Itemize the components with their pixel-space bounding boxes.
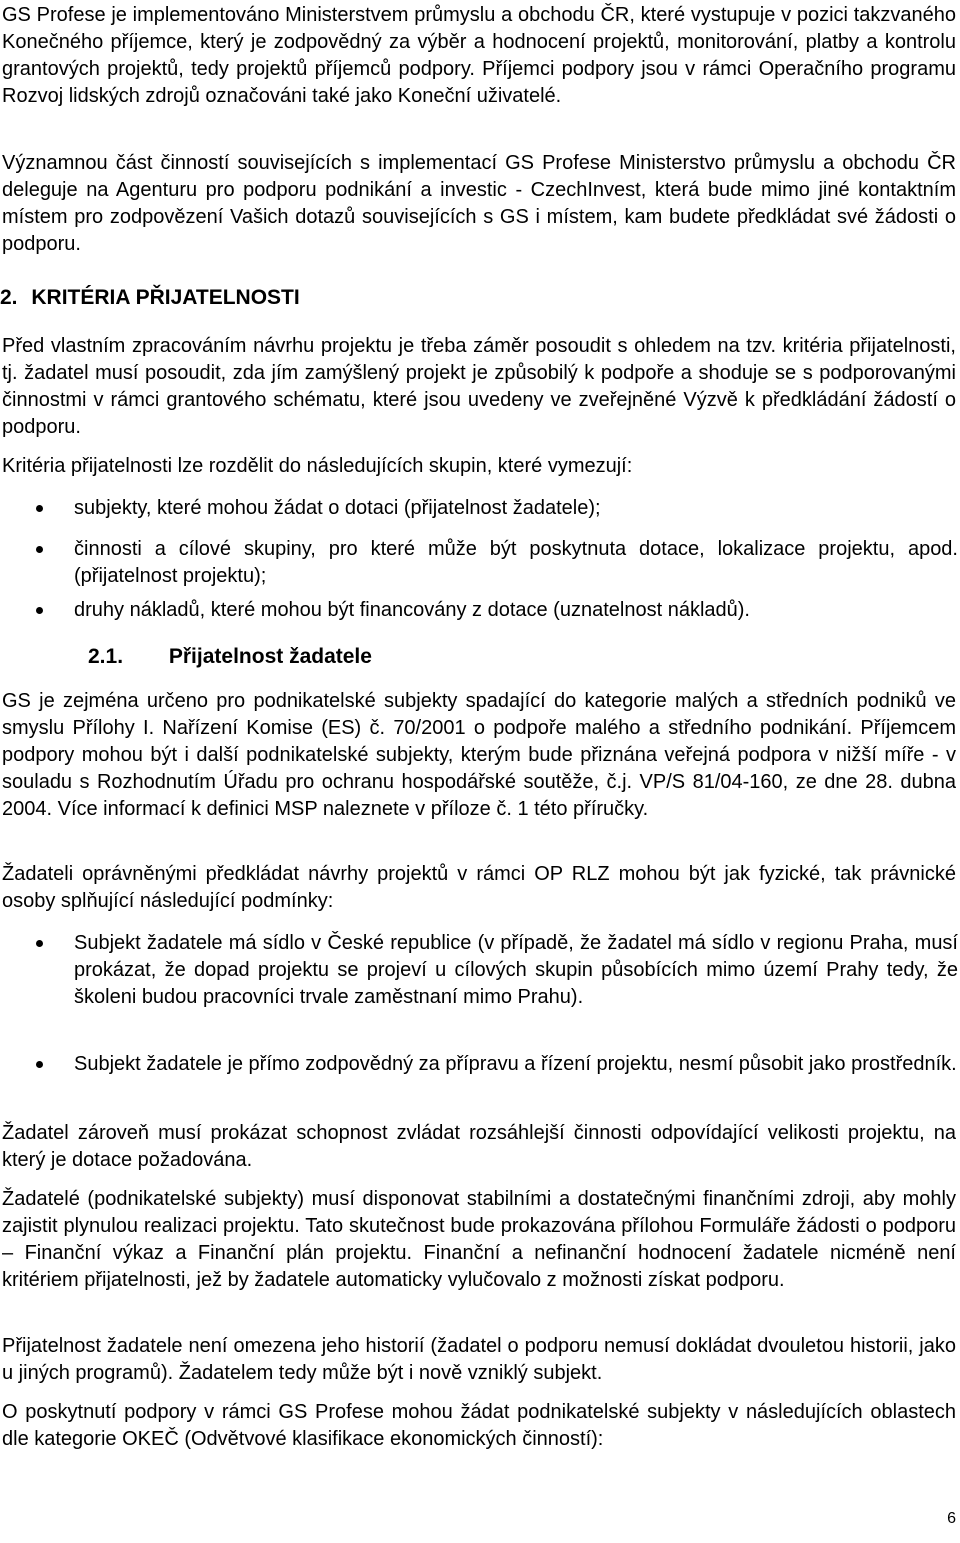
paragraph-msp: GS je zejména určeno pro podnikatelské subjekty spadající do kategorie malých a středních podniků ve smyslu Přílohy I. Nařízení Komise (ES) č. 70/2001 o podpoře malého a středního podnikání. Příjemcem podpory mohou být i další podnikatelské subjekty, kterým bude přiznána veřejná podpora v nižší míře - v souladu s Rozhodnutím Úřadu pro ochranu hospodářské soutěže, č.j. VP/S 81/04-160, ze dne 28. dubna 2004. Více informací k definici MSP naleznete v příloze č. 1 této příručky.: [2, 690, 956, 820]
section-heading: [0, 284, 300, 311]
paragraph-finance: Žadatelé (podnikatelské subjekty) musí disponovat stabilními a dostatečnými finančními zdroji, aby mohly zajistit plynulou realizaci projektu. Tato skutečnost bude prokazována přílohou Formuláře žádosti o podporu – Finanční výkaz a Finanční plán projektu. Finanční a nefinanční hodnocení žadatele nicméně není kritériem přijatelnosti, jež by žadatele automaticky vylučovalo z možnosti získat podporu.: [2, 1188, 956, 1291]
list-item: Subjekt žadatele je přímo zodpovědný za přípravu a řízení projektu, nesmí působit jako prostředník.: [0, 1051, 958, 1078]
page-number: 6: [947, 1510, 956, 1527]
paragraph-capacity: Žadatel zároveň musí prokázat schopnost zvládat rozsáhlejší činnosti odpovídající velikosti projektu, na který je dotace požadována.: [2, 1122, 956, 1171]
bullet-icon: [36, 940, 43, 947]
subsection-title: Přijatelnost žadatele: [168, 645, 372, 668]
paragraph-okec: O poskytnutí podpory v rámci GS Profese mohou žádat podnikatelské subjekty v následujících oblastech dle kategorie OKEČ (Odvětvové klasifikace ekonomických činností):: [2, 1401, 956, 1450]
section-number: 2.: [0, 286, 18, 309]
bullet-icon: [36, 607, 43, 614]
list-item: druhy nákladů, které mohou být financovány z dotace (uznatelnost nákladů).: [0, 597, 958, 624]
bullet-icon: [36, 546, 43, 553]
subsection-heading: [88, 643, 372, 670]
list-item: Subjekt žadatele má sídlo v České republice (v případě, že žadatel má sídlo v regionu Praha, musí prokázat, že dopad projektu se projeví u cílových skupin působících mimo území Prahy tedy, že školeni budou pracovníci trvale zaměstnaní mimo Prahu).: [0, 930, 958, 1011]
list-item: subjekty, které mohou žádat o dotaci (přijatelnost žadatele);: [0, 495, 958, 522]
paragraph-intro: GS Profese je implementováno Ministerstvem průmyslu a obchodu ČR, které vystupuje v pozici takzvaného Konečného příjemce, který je zodpovědný za výběr a hodnocení projektů, monitorování, platby a kontrolu grantových projektů, tedy projektů příjemců podpory. Příjemci podpory jsou v rámci Operačního programu Rozvoj lidských zdrojů označováni také jako Koneční uživatelé.: [2, 4, 956, 107]
bullet-icon: [36, 1061, 43, 1068]
paragraph-czechinvest: Významnou část činností souvisejících s implementací GS Profese Ministerstvo průmyslu a obchodu ČR deleguje na Agenturu pro podporu podnikání a investic - CzechInvest, která bude mimo jiné kontaktním místem pro zodpovězení Vašich dotazů souvisejících s GS i místem, kam budete předkládat své žádosti o podporu.: [2, 152, 956, 255]
bullet-icon: [36, 505, 43, 512]
paragraph-history: Přijatelnost žadatele není omezena jeho historií (žadatel o podporu nemusí dokládat dvouletou historii, jako u jiných programů). Žadatelem tedy může být i nově vzniklý subjekt.: [2, 1335, 956, 1384]
list-item: činnosti a cílové skupiny, pro které může být poskytnuta dotace, lokalizace projektu, apod. (přijatelnost projektu);: [0, 536, 958, 590]
paragraph-groups: Kritéria přijatelnosti lze rozdělit do následujících skupin, které vymezují:: [2, 455, 633, 477]
paragraph-criteria: Před vlastním zpracováním návrhu projektu je třeba záměr posoudit s ohledem na tzv. kritéria přijatelnosti, tj. žadatel musí posoudit, zda jím zamýšlený projekt je způsobilý k podpoře a shoduje se s podporovanými činnostmi v rámci grantového schématu, které jsou uvedeny ve zveřejněné Výzvě k předkládání žádostí o podporu.: [2, 335, 956, 438]
subsection-number: 2.1.: [88, 645, 124, 668]
paragraph-applicants: Žadateli oprávněnými předkládat návrhy projektů v rámci OP RLZ mohou být jak fyzické, tak právnické osoby splňující následující podmínky:: [2, 863, 956, 912]
section-title: KRITÉRIA PŘIJATELNOSTI: [31, 286, 300, 309]
